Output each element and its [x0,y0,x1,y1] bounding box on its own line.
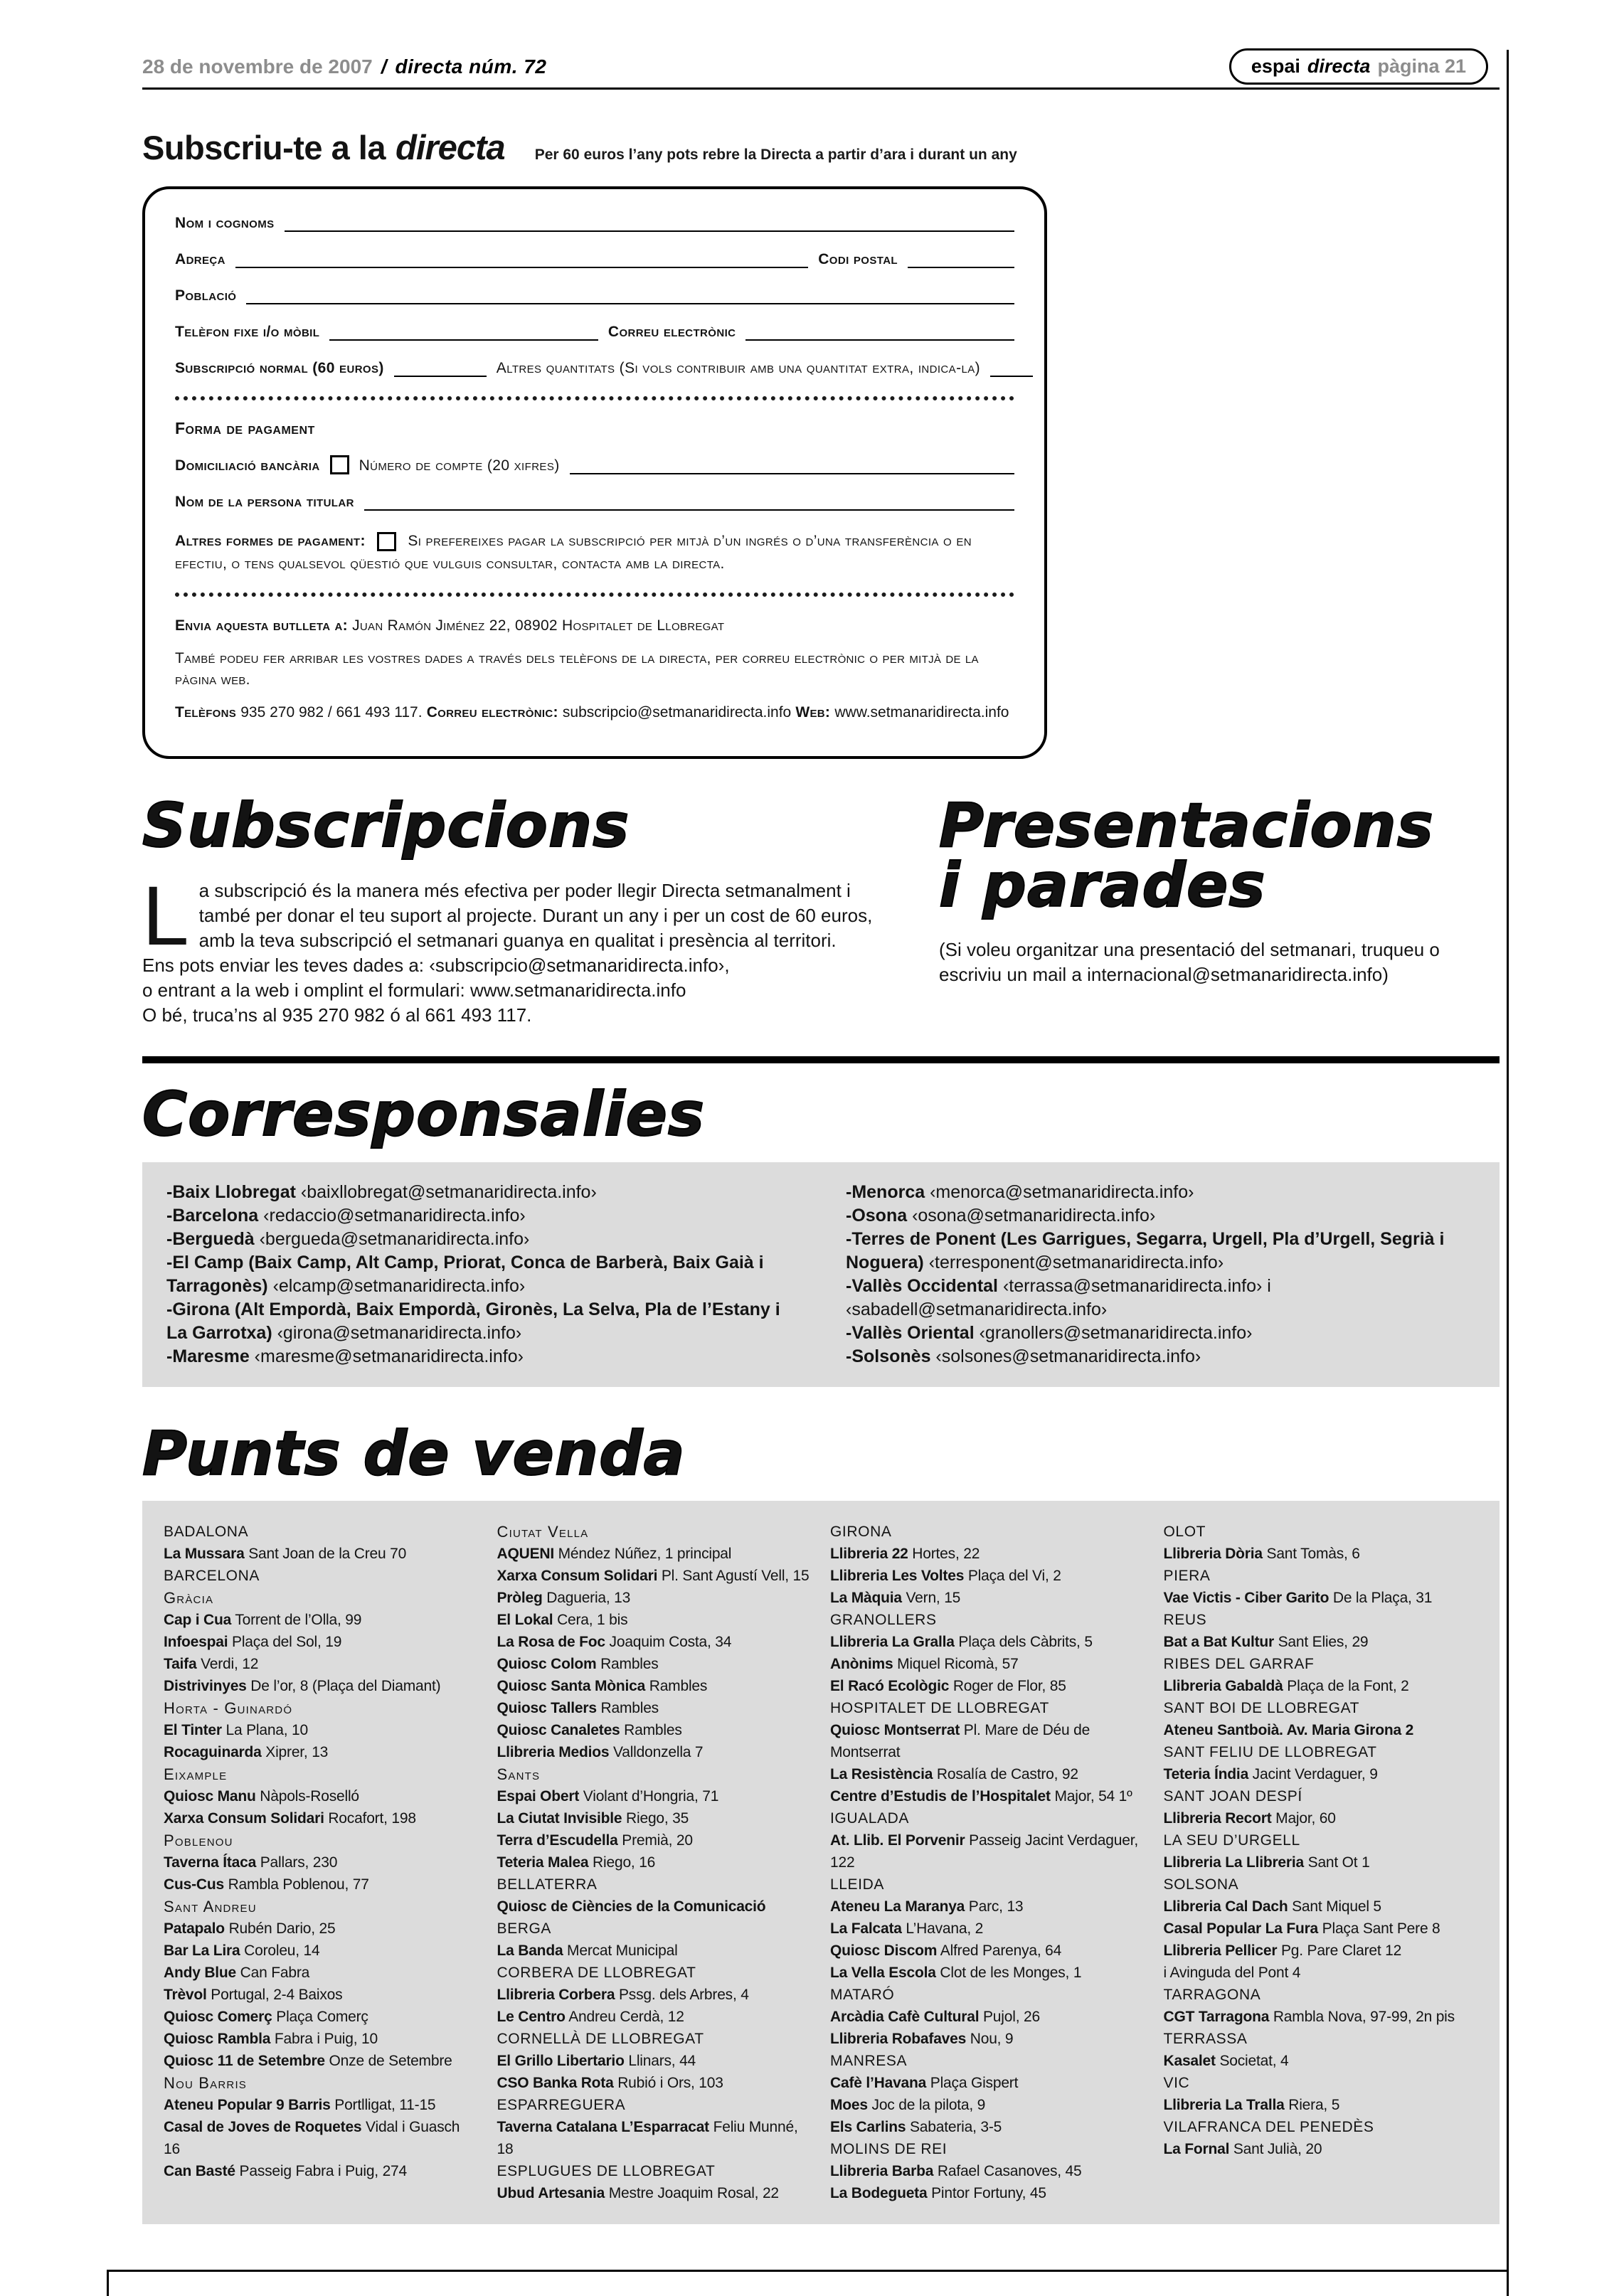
nom-cognoms-label: Nom i cognoms [175,215,275,231]
domiciliacio-checkbox[interactable] [330,455,349,474]
pv-venue: Ateneu Popular 9 Barris Portlligat, 11-15 [164,2096,436,2113]
altres-quantitats-input-line[interactable] [990,361,1033,377]
pv-venue: Patapalo Rubén Dario, 25 [164,1920,336,1937]
pv-venue: Llibreria Recort Major, 60 [1163,1809,1336,1827]
email-label: Correu electrònic: [426,704,558,721]
pv-venue: CSO Banka Rota Rubió i Ors, 103 [497,2074,723,2091]
pv-venue: Cus-Cus Rambla Poblenou, 77 [164,1876,369,1893]
corresponsalia-entry: -Vallès Oriental ‹granollers@setmanaridirecta.info› [846,1322,1253,1343]
pv-venue: La Rosa de Foc Joaquim Costa, 34 [497,1633,732,1650]
badge-espai-label: espai [1251,55,1300,77]
pv-venue: La Màquia Vern, 15 [830,1589,961,1606]
pv-venue: La Mussara Sant Joan de la Creu 70 [164,1545,407,1562]
pv-city-header: LA SEU D’URGELL [1163,1832,1300,1849]
subscripcions-section [142,790,893,1028]
pv-venue: Llibreria La Gralla Plaça dels Càbrits, 5 [830,1633,1093,1650]
web-value: www.setmanaridirecta.info [834,704,1009,721]
nom-cognoms-input-line[interactable] [285,216,1014,232]
subscripcions-body: a subscripció és la manera més efectiva per poder llegir Directa setmanalment i també per donar el teu suport al projecte. Durant un any i per un cost de 60 euros, amb la teva subscripció el setmanari guanya en qualitat i presència al territori. [198,880,873,952]
pv-venue: Quiosc Montserrat Pl. Mare de Déu de Montserrat [830,1721,1090,1760]
pv-city-header: OLOT [1163,1523,1206,1540]
pv-venue: Taverna Ítaca Pallars, 230 [164,1854,338,1871]
bottom-edge-rule [107,2270,1509,2272]
corresponsalia-entry: -Berguedà ‹bergueda@setmanaridirecta.info› [166,1228,530,1249]
pv-venue: Trèvol Portugal, 2-4 Baixos [164,1986,343,2003]
pv-venue: Ateneu La Maranya Parc, 13 [830,1898,1024,1915]
pv-venue: Llibreria Les Voltes Plaça del Vi, 2 [830,1567,1061,1584]
pv-venue: Llibreria Robafaves Nou, 9 [830,2030,1014,2047]
pv-venue: Casal de Joves de Roquetes Vidal i Guasch 16 [164,2118,460,2157]
field-titular [175,494,1014,511]
pv-venue: Arcàdia Cafè Cultural Pujol, 26 [830,2008,1040,2025]
pv-city-header: TARRAGONA [1163,1986,1261,2003]
corresponsalies-column-1 [166,1181,796,1368]
subscripcions-line-email: Ens pots enviar les teves dades a: ‹subscripcio@setmanaridirecta.info›, [142,955,730,977]
titular-input-line[interactable] [364,495,1014,511]
tambe-line: També podeu fer arribar les vostres dades a través dels telèfons de la directa, per correu electrònic o per mitjà de la pàgina web. [175,650,979,688]
header-separator: / [381,55,387,78]
pv-city-header: SOLSONA [1163,1876,1239,1893]
subscripcions-heading: Subscripcions [142,790,630,861]
envia-line [175,615,1014,637]
contact-line [175,702,1014,723]
pv-venue: Quiosc Comerç Plaça Comerç [164,2008,368,2025]
numero-compte-input-line[interactable] [570,459,1014,474]
field-altres-formes [175,530,1014,575]
punts-column-1 [164,1521,479,2204]
pv-district-header: Sants [497,1765,541,1783]
pv-district-header: Eixample [164,1765,228,1783]
domiciliacio-label: Domiciliació bancària [175,457,320,474]
header-date: 28 de novembre de 2007 [142,55,373,78]
payment-heading: Forma de pagament [175,419,315,437]
altres-formes-checkbox[interactable] [377,532,396,551]
codi-postal-label: Codi postal [818,251,898,267]
pv-venue: La Banda Mercat Municipal [497,1942,678,1959]
telefons-label: Telèfons [175,704,237,721]
pv-venue: Anònims Miquel Ricomà, 57 [830,1655,1019,1672]
pv-city-header: BADALONA [164,1523,249,1540]
pv-venue: Els Carlins Sabateria, 3-5 [830,2118,1002,2135]
corresponsalia-entry: -Menorca ‹menorca@setmanaridirecta.info› [846,1181,1194,1202]
pv-district-header: Horta - Guinardó [164,1699,293,1717]
subscription-form [142,186,1047,759]
pv-venue: Xarxa Consum Solidari Pl. Sant Agustí Vell, 15 [497,1567,810,1584]
presentacions-heading-line2: i parades [939,850,1266,922]
pv-venue: Bat a Bat Kultur Sant Elies, 29 [1163,1633,1369,1650]
pv-venue: Llibreria La Llibreria Sant Ot 1 [1163,1854,1370,1871]
field-telefon-correu [175,324,1014,341]
pv-city-header: RIBES DEL GARRAF [1163,1655,1315,1672]
corresponsalia-entry: -El Camp (Baix Camp, Alt Camp, Priorat, Conca de Barberà, Baix Gaià i Tarragonès) ‹elcamp@setmanaridirecta.info› [166,1252,764,1296]
pv-city-header: MOLINS DE REI [830,2140,948,2157]
badge-page-number: pàgina 21 [1377,55,1466,77]
punts-column-4 [1164,1521,1479,2204]
pv-venue: Llibreria Dòria Sant Tomàs, 6 [1163,1545,1360,1562]
corresponsalia-entry: -Barcelona ‹redaccio@setmanaridirecta.info› [166,1205,526,1226]
header-section-badge [1229,48,1488,85]
pv-venue: Taifa Verdi, 12 [164,1655,259,1672]
pv-venue: Quiosc Santa Mònica Rambles [497,1677,708,1694]
pv-venue: El Tinter La Plana, 10 [164,1721,309,1738]
correu-input-line[interactable] [745,325,1014,341]
pv-venue: Taverna Catalana L’Esparracat Feliu Munné, 18 [497,2118,798,2157]
presentacions-section [939,790,1500,1028]
punts-column-3 [830,1521,1145,2204]
pv-venue: Cafè l’Havana Plaça Gispert [830,2074,1019,2091]
titular-label: Nom de la persona titular [175,494,354,510]
corresponsalia-entry: -Osona ‹osona@setmanaridirecta.info› [846,1205,1156,1226]
field-adreca [175,251,1014,268]
pv-venue: AQUENI Méndez Núñez, 1 principal [497,1545,732,1562]
pv-venue: La Bodegueta Pintor Fortuny, 45 [830,2184,1046,2201]
pv-city-header: VIC [1163,2074,1190,2091]
pv-venue: La Fornal Sant Julià, 20 [1163,2140,1322,2157]
pv-venue: Xarxa Consum Solidari Rocafort, 198 [164,1809,416,1827]
pv-venue: Quiosc Manu Nàpols-Roselló [164,1787,359,1805]
corresponsalia-entry: -Baix Llobregat ‹baixllobregat@setmanaridirecta.info› [166,1181,597,1202]
telefons-value: 935 270 982 / 661 493 117. [240,704,423,721]
adreca-label: Adreça [175,251,225,267]
pv-venue: Teteria Malea Riego, 16 [497,1854,656,1871]
pv-city-header: MANRESA [830,2052,908,2069]
pv-city-header: CORBERA DE LLOBREGAT [497,1964,696,1981]
pv-venue: Moes Joc de la pilota, 9 [830,2096,986,2113]
pv-city-header: ESPLUGUES DE LLOBREGAT [497,2162,716,2179]
pv-venue: Quiosc 11 de Setembre Onze de Setembre [164,2052,452,2069]
field-subscripcio [175,360,1014,377]
pv-venue: Bar La Lira Coroleu, 14 [164,1942,320,1959]
poblacio-label: Població [175,287,237,304]
pv-city-header: SANT JOAN DESPÍ [1163,1787,1302,1805]
pv-city-header: MATARÓ [830,1986,895,2003]
pv-venue: Quiosc de Ciències de la Comunicació [497,1898,766,1915]
pv-city-header: BELLATERRA [497,1876,598,1893]
subscribe-brand-logo: directa [396,129,505,167]
telefon-label: Telèfon fixe i/o mòbil [175,324,320,340]
corresponsalia-entry: -Girona (Alt Empordà, Baix Empordà, Gironès, La Selva, Pla de l’Estany i La Garrotxa) ‹girona@setmanaridirecta.info› [166,1299,780,1343]
telefon-input-line[interactable] [329,325,598,341]
corresponsalia-entry: -Maresme ‹maresme@setmanaridirecta.info› [166,1346,524,1366]
pv-city-header: LLEIDA [830,1876,884,1893]
pv-venue: Llibreria Corbera Pssg. dels Arbres, 4 [497,1986,749,2003]
pv-venue: Ubud Artesania Mestre Joaquim Rosal, 22 [497,2184,779,2201]
pv-district-header: Sant Andreu [164,1897,257,1915]
subscripcions-line-phone: O bé, truca’ns al 935 270 982 ó al 661 493 117. [142,1004,532,1026]
field-domiciliacio [175,455,1014,474]
pv-venue: Llibreria Gabaldà Plaça de la Font, 2 [1163,1677,1409,1694]
punts-box [142,1501,1500,2224]
pv-venue: La Ciutat Invisible Riego, 35 [497,1809,689,1827]
pv-venue: Terra d’Escudella Premià, 20 [497,1832,693,1849]
pv-city-header: REUS [1163,1611,1207,1628]
subscripcions-paragraph [142,869,893,964]
pv-venue: Distrivinyes De l’or, 8 (Plaça del Diamant) [164,1677,441,1694]
pv-district-header: Nou Barris [164,2073,248,2092]
header-issue-title: directa núm. 72 [395,55,547,78]
pv-city-header: HOSPITALET DE LLOBREGAT [830,1699,1049,1716]
pv-venue: At. Llib. El Porvenir Passeig Jacint Verdaguer, 122 [830,1832,1138,1871]
field-poblacio [175,287,1014,304]
pv-venue: El Racó Ecològic Roger de Flor, 85 [830,1677,1066,1694]
pv-venue: El Lokal Cera, 1 bis [497,1611,628,1628]
field-nom-cognoms [175,215,1014,232]
subscripcio-normal-label: Subscripció normal (60 euros) [175,360,384,376]
pv-venue: CGT Tarragona Rambla Nova, 97-99, 2n pis [1163,2008,1455,2025]
dotted-divider [175,396,1014,400]
bottom-corner-tick [107,2270,109,2296]
pv-venue: Ateneu Santboià. Av. Maria Girona 2 [1163,1721,1414,1738]
pv-venue: Andy Blue Can Fabra [164,1964,310,1981]
punts-heading: Punts de venda [142,1418,686,1489]
pv-venue: La Falcata L’Havana, 2 [830,1920,984,1937]
corresponsalies-box [142,1162,1500,1387]
pv-venue: Cap i Cua Torrent de l’Olla, 99 [164,1611,362,1628]
pv-venue: Can Basté Passeig Fabra i Puig, 274 [164,2162,408,2179]
envia-label: Envia aquesta butlleta a: [175,617,348,634]
pv-city-header: ESPARREGUERA [497,2096,626,2113]
pv-city-header: BERGA [497,1920,552,1937]
pv-venue: Rocaguinarda Xiprer, 13 [164,1743,329,1760]
pv-venue-continuation: i Avinguda del Pont 4 [1163,1964,1301,1981]
corresponsalia-entry: -Solsonès ‹solsones@setmanaridirecta.info› [846,1346,1201,1366]
page-header [142,55,1500,90]
pv-city-header: GIRONA [830,1523,892,1540]
altres-quantitats-label: Altres quantitats (Si vols contribuir amb una quantitat extra, indica-la) [496,360,981,376]
pv-district-header: Ciutat Vella [497,1522,589,1541]
subscripcio-normal-input-line[interactable] [394,361,487,377]
subscribe-title: Subscriu-te a la [142,129,386,166]
numero-compte-label: Número de compte (20 xifres) [359,457,560,474]
presentacions-heading-line1: Presentacions [939,790,1434,861]
pv-venue: Casal Popular La Fura Plaça Sant Pere 8 [1163,1920,1440,1937]
pv-city-header: CORNELLÀ DE LLOBREGAT [497,2030,704,2047]
dotted-divider [175,592,1014,597]
pv-venue: Centre d’Estudis de l’Hospitalet Major, 54 1º [830,1787,1132,1805]
corresponsalia-entry: -Vallès Occidental ‹terrassa@setmanaridirecta.info› i ‹sabadell@setmanaridirecta.info› [846,1275,1271,1319]
web-label: Web: [795,704,831,721]
pv-city-header: IGUALADA [830,1809,909,1827]
altres-formes-note: Si prefereixes pagar la subscripció per mitjà d’un ingrés o d’una transferència o en efectiu, o tens qualsevol qüestió que vulguis consultar, contacta amb la directa. [175,533,972,572]
pv-venue: Quiosc Discom Alfred Parenya, 64 [830,1942,1062,1959]
presentacions-body: (Si voleu organitzar una presentació del setmanari, truqueu o escriviu un mail a internacional@setmanaridirecta.info) [939,938,1440,985]
pv-venue: Teteria Índia Jacint Verdaguer, 9 [1163,1765,1378,1782]
pv-venue: Pròleg Dagueria, 13 [497,1589,631,1606]
corresponsalies-heading: Corresponsalies [142,1079,706,1151]
email-value: subscripcio@setmanaridirecta.info [562,704,792,721]
pv-city-header: TERRASSA [1163,2030,1248,2047]
subscribe-tagline: Per 60 euros l’any pots rebre la Directa a partir d’ara i durant un any [534,147,1017,163]
pv-venue: Le Centro Andreu Cerdà, 12 [497,2008,684,2025]
subscribe-title-row [142,128,1500,168]
poblacio-input-line[interactable] [246,289,1014,304]
pv-district-header: Poblenou [164,1831,233,1849]
punts-column-2 [497,1521,812,2204]
section-divider-rule [142,1056,1500,1063]
codi-postal-input-line[interactable] [908,253,1014,268]
pv-venue: Llibreria Cal Dach Sant Miquel 5 [1163,1898,1381,1915]
badge-brand-label: directa [1307,55,1371,77]
pv-district-header: Gràcia [164,1588,214,1607]
adreca-input-line[interactable] [235,253,808,268]
pv-city-header: GRANOLLERS [830,1611,937,1628]
pv-venue: Quiosc Colom Rambles [497,1655,659,1672]
pv-venue: Llibreria Pellicer Pg. Pare Claret 12 [1163,1942,1402,1959]
pv-city-header: PIERA [1163,1567,1211,1584]
subscripcions-line-web: o entrant a la web i omplint el formulari: www.setmanaridirecta.info [142,979,686,1001]
envia-address: Juan Ramón Jiménez 22, 08902 Hospitalet de Llobregat [352,617,725,634]
pv-venue: Kasalet Societat, 4 [1163,2052,1289,2069]
pv-city-header: SANT FELIU DE LLOBREGAT [1163,1743,1377,1760]
pv-venue: Vae Victis - Ciber Garito De la Plaça, 31 [1163,1589,1433,1606]
correu-label: Correu electrònic [607,324,736,340]
pv-venue: Llibreria La Tralla Riera, 5 [1163,2096,1340,2113]
pv-venue: Llibreria 22 Hortes, 22 [830,1545,980,1562]
pv-venue: El Grillo Libertario Llinars, 44 [497,2052,696,2069]
pv-city-header: BARCELONA [164,1567,260,1584]
corresponsalies-column-2 [846,1181,1475,1368]
pv-venue: Quiosc Canaletes Rambles [497,1721,682,1738]
pv-venue: La Vella Escola Clot de les Monges, 1 [830,1964,1082,1981]
pv-venue: Llibreria Medios Valldonzella 7 [497,1743,704,1760]
pv-city-header: SANT BOI DE LLOBREGAT [1163,1699,1360,1716]
pv-city-header: VILAFRANCA DEL PENEDÈS [1163,2118,1374,2135]
pv-venue: Llibreria Barba Rafael Casanoves, 45 [830,2162,1082,2179]
pv-venue: Espai Obert Violant d’Hongria, 71 [497,1787,719,1805]
corresponsalia-entry: -Terres de Ponent (Les Garrigues, Segarra, Urgell, Pla d’Urgell, Segrià i Noguera) ‹terresponent@setmanaridirecta.info› [846,1228,1445,1272]
altres-formes-label: Altres formes de pagament: [175,533,366,549]
pv-venue: Quiosc Rambla Fabra i Puig, 10 [164,2030,378,2047]
pv-venue: Quiosc Tallers Rambles [497,1699,659,1716]
drop-cap: L [142,869,189,964]
page-edge-rule [1507,50,1509,2296]
pv-venue: Infoespai Plaça del Sol, 19 [164,1633,342,1650]
pv-venue: La Resistència Rosalía de Castro, 92 [830,1765,1078,1782]
